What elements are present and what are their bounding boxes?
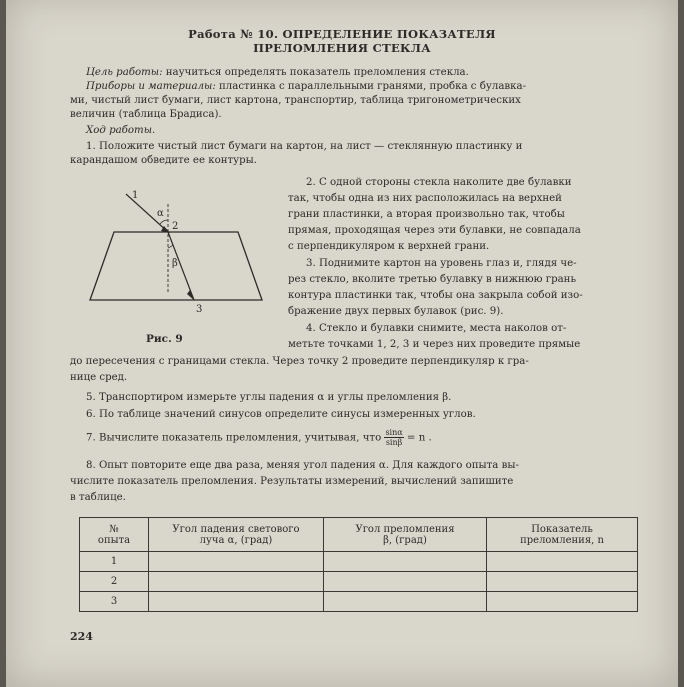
figure-caption: Рис. 9 bbox=[146, 333, 183, 345]
procedure-heading: Ход работы. bbox=[86, 125, 156, 136]
results-table bbox=[79, 517, 638, 612]
empty-cell bbox=[487, 572, 638, 592]
step8-line3: в таблице. bbox=[70, 492, 126, 503]
page-title-line1: Работа № 10. ОПРЕДЕЛЕНИЕ ПОКАЗАТЕЛЯ bbox=[188, 27, 496, 41]
step1-line2: карандашом обведите ее контуры. bbox=[70, 155, 258, 166]
step3-line2: рез стекло, вколите третью булавку в нижнюю грань bbox=[288, 274, 577, 285]
goal-paragraph bbox=[86, 66, 469, 79]
header-refractive-index: Показатель преломления, n bbox=[487, 518, 638, 552]
step3-line4: бражение двух первых булавок (рис. 9). bbox=[288, 306, 504, 317]
empty-cell bbox=[487, 592, 638, 612]
materials-text: пластинка с параллельными гранями, пробка с булавка- bbox=[215, 81, 527, 92]
header-experiment-number: № опыта bbox=[80, 518, 149, 552]
step2-line2: так, чтобы одна из них расположилась на верхней bbox=[288, 193, 562, 204]
step2-line4: прямая, проходящая через эти булавки, не совпадала bbox=[288, 225, 581, 236]
materials-paragraph bbox=[86, 80, 526, 93]
empty-cell bbox=[324, 592, 487, 612]
step2-line3: грани пластинки, а вторая произвольно так, чтобы bbox=[288, 209, 565, 220]
formula-denominator: sinβ bbox=[385, 438, 403, 447]
empty-cell bbox=[324, 572, 487, 592]
step3-line3: контура пластинки так, чтобы она закрыла собой изо- bbox=[288, 290, 583, 301]
formula-result: = n . bbox=[406, 432, 432, 444]
step1-line1: 1. Положите чистый лист бумаги на картон, на лист — стеклянную пластинку и bbox=[86, 141, 523, 152]
goal-label: Цель работы: bbox=[86, 67, 163, 78]
beta-arc bbox=[168, 245, 173, 248]
empty-cell bbox=[149, 592, 324, 612]
alpha-arc bbox=[160, 220, 168, 224]
refraction-formula bbox=[384, 428, 403, 447]
step4-line1: 4. Стекло и булавки снимите, места наколов от- bbox=[306, 323, 567, 334]
goal-text: научиться определять показатель преломления стекла. bbox=[162, 67, 469, 78]
textbook-page bbox=[6, 0, 678, 687]
row-number-cell: 1 bbox=[80, 552, 149, 572]
point-2-label: 2 bbox=[172, 221, 179, 232]
materials-label: Приборы и материалы: bbox=[86, 81, 216, 92]
table-header-row bbox=[80, 518, 638, 552]
step7-text: 7. Вычислите показатель преломления, учитывая, что bbox=[86, 432, 382, 444]
step4-line3: до пересечения с границами стекла. Через точку 2 проведите перпендикуляр к гра- bbox=[70, 356, 529, 367]
alpha-label: α bbox=[157, 208, 164, 219]
step8-line1: 8. Опыт повторите еще два раза, меняя угол падения α. Для каждого опыта вы- bbox=[86, 460, 519, 471]
step6-line: 6. По таблице значений синусов определите синусы измеренных углов. bbox=[86, 409, 476, 420]
point-1-label: 1 bbox=[132, 190, 139, 201]
row-number-cell: 3 bbox=[80, 592, 149, 612]
beta-label: β bbox=[172, 258, 178, 269]
header-refraction-angle: Угол преломления β, (град) bbox=[324, 518, 487, 552]
point-3-label: 3 bbox=[196, 304, 203, 314]
table-row bbox=[80, 572, 638, 592]
step4-line4: нице сред. bbox=[70, 372, 128, 383]
header-incidence-angle: Угол падения светового луча α, (град) bbox=[149, 518, 324, 552]
empty-cell bbox=[149, 552, 324, 572]
empty-cell bbox=[149, 572, 324, 592]
materials-line3: величин (таблица Брадиса). bbox=[70, 109, 222, 120]
step2-line5: с перпендикуляром к верхней грани. bbox=[288, 241, 490, 252]
table-row bbox=[80, 592, 638, 612]
step5-line: 5. Транспортиром измерьте углы падения α и углы преломления β. bbox=[86, 392, 452, 403]
row-number-cell: 2 bbox=[80, 572, 149, 592]
table-row bbox=[80, 552, 638, 572]
page-title-line2: ПРЕЛОМЛЕНИЯ СТЕКЛА bbox=[253, 41, 431, 55]
step3-line1: 3. Поднимите картон на уровень глаз и, глядя че- bbox=[306, 258, 577, 269]
step7-line bbox=[86, 428, 432, 447]
page-number: 224 bbox=[70, 630, 93, 643]
figure-9-diagram bbox=[86, 186, 266, 314]
formula-numerator: sinα bbox=[385, 428, 403, 437]
empty-cell bbox=[487, 552, 638, 572]
materials-line2: ми, чистый лист бумаги, лист картона, транспортир, таблица тригонометрических bbox=[70, 95, 521, 106]
empty-cell bbox=[324, 552, 487, 572]
step2-line1: 2. С одной стороны стекла наколите две булавки bbox=[306, 177, 572, 188]
step4-line2: метьте точками 1, 2, 3 и через них проведите прямые bbox=[288, 339, 581, 350]
step8-line2: числите показатель преломления. Результаты измерений, вычислений запишите bbox=[70, 476, 514, 487]
